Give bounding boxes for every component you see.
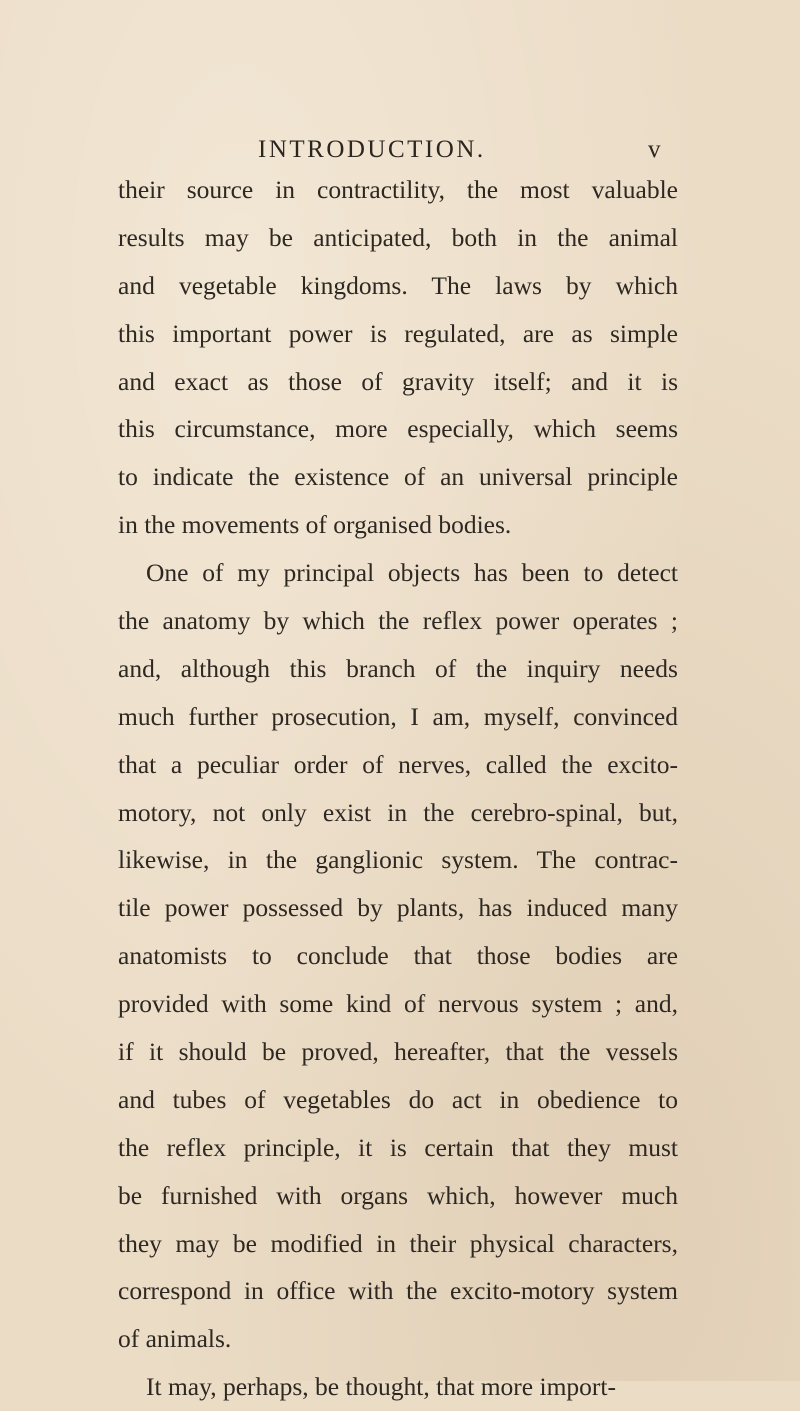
text-line: results may be anticipated, both in the animal xyxy=(118,222,678,252)
text-line: and exact as those of gravity itself; and it is xyxy=(118,366,678,396)
text-line: and tubes of vegetables do act in obedience to xyxy=(118,1084,678,1114)
text-line: and vegetable kingdoms. The laws by which xyxy=(118,270,678,300)
text-line: the reflex principle, it is certain that they must xyxy=(118,1132,678,1162)
text-line: that a peculiar order of nerves, called the excito- xyxy=(118,749,678,779)
text-line: in the movements of organised bodies. xyxy=(118,510,512,540)
text-line: anatomists to conclude that those bodies are xyxy=(118,941,678,971)
body-text xyxy=(118,166,678,1411)
text-line: to indicate the existence of an universal principle xyxy=(118,462,678,492)
text-line: they may be modified in their physical characters, xyxy=(118,1228,678,1258)
text-line: provided with some kind of nervous system ; and, xyxy=(118,989,678,1019)
text-line: of animals. xyxy=(118,1324,232,1354)
text-line: correspond in office with the excito-motory system xyxy=(118,1276,678,1306)
text-line: their source in contractility, the most valuable xyxy=(118,175,678,204)
text-line: the anatomy by which the reflex power operates ; xyxy=(118,606,678,636)
text-line: and, although this branch of the inquiry needs xyxy=(118,653,678,683)
text-line: likewise, in the ganglionic system. The contrac- xyxy=(118,845,678,875)
text-line: be furnished with organs which, however much xyxy=(118,1180,678,1210)
page-number: v xyxy=(648,136,661,163)
text-line: tile power possessed by plants, has induced many xyxy=(118,893,678,923)
running-title: INTRODUCTION. xyxy=(258,136,486,163)
paragraph-start-line: One of my principal objects has been to detect xyxy=(146,558,678,588)
text-line: motory, not only exist in the cerebro-spinal, but, xyxy=(118,797,678,827)
paragraph-start-line: It may, perhaps, be thought, that more import- xyxy=(146,1372,616,1402)
text-line: this circumstance, more especially, which seems xyxy=(118,414,678,444)
text-line: if it should be proved, hereafter, that the vessels xyxy=(118,1037,678,1067)
text-line: much further prosecution, I am, myself, convinced xyxy=(118,701,678,731)
text-line: this important power is regulated, are as simple xyxy=(118,318,678,348)
